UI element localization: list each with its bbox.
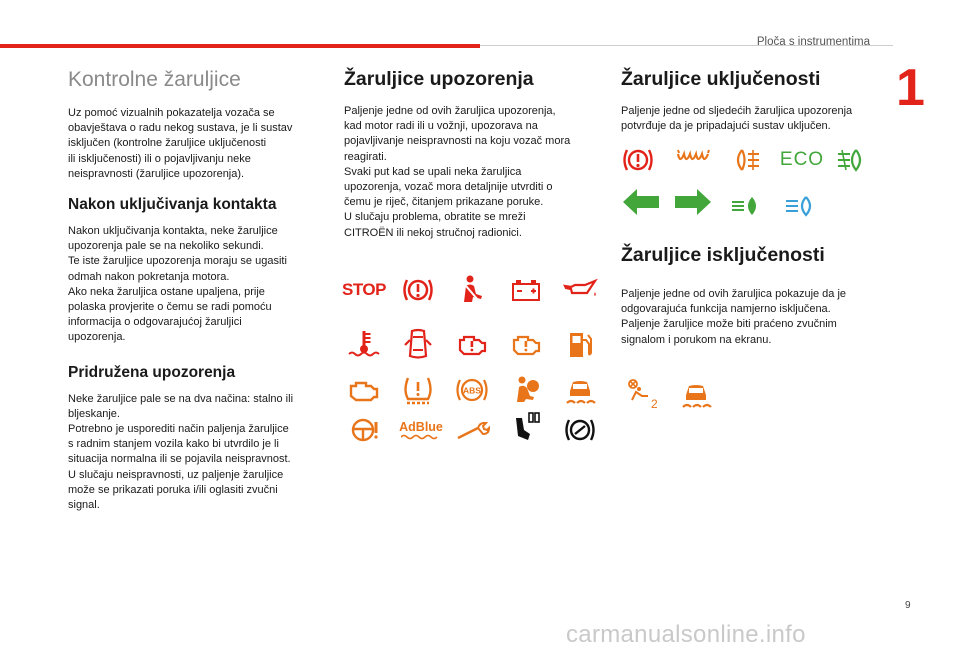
coolant-temperature-icon (344, 326, 384, 362)
indicator-off-text: Paljenje jedne od ovih žaruljica pokazuje da je odgovarajuća funkcija namjerno isključena. Paljenje žaruljice može biti praćeno zvučnim signalom i porukom na ekranu. (621, 288, 847, 346)
page-title: Kontrolne žaruljice (68, 68, 241, 91)
left-turn-signal-icon (618, 184, 664, 220)
intro-text: Uz pomoć vizualnih pokazatelja vozača se obavještava o radu nekog sustava, je li sustav isključen (kontrolne žaruljice uključenosti ili isključenosti) ili o pojavljivanju neke neispravnosti (žaruljice upozorenja). (68, 107, 293, 180)
column-indicator-off (621, 236, 879, 348)
stop-icon (344, 272, 384, 308)
warning-lamps-title: Žaruljice upozorenja (344, 68, 534, 90)
section-title: Ploča s instrumentima (756, 36, 870, 48)
heading-after-contact: Nakon uključivanja kontakta (68, 196, 277, 214)
parking-brake-icon (560, 412, 600, 448)
chapter-number: 1 (896, 59, 925, 117)
stop-label: STOP (342, 280, 386, 299)
eco-label: ECO (779, 149, 825, 170)
column-intro (68, 60, 326, 513)
contact-text: Nakon uključivanja kontakta, neke žaruljice upozorenja pale se na nekoliko sekundi. Te iste žaruljice upozorenja moraju se ugasiti odmah nakon pokretanja motora. Ako neka žaruljica ostane upaljena, prije polaska provjerite o čemu se radi pomoću informacija o odgovarajućoj žaruljici upozorenja. (68, 225, 287, 344)
indicator-off-icons (618, 374, 738, 418)
engine-icon (344, 372, 384, 408)
dipped-beam-icon (726, 188, 766, 224)
front-fog-lamp-icon (832, 142, 872, 178)
watermark: carmanualsonline.info (566, 621, 806, 648)
glow-plug-icon (672, 142, 712, 178)
airbag-off-digit: 2 (651, 397, 658, 410)
main-beam-icon (780, 188, 820, 224)
fuel-level-icon (560, 326, 600, 362)
adblue-label: AdBlue (399, 420, 443, 434)
eco-mode-icon (778, 142, 826, 178)
column-indicator-lamps (621, 60, 879, 134)
power-steering-icon (344, 412, 384, 448)
heading-associated-warnings: Pridružena upozorenja (68, 363, 236, 381)
indicator-on-text: Paljenje jedne od sljedećih žaruljica upozorenja potvrđuje da je pripadajući sustav uključen. (621, 105, 853, 133)
indicator-on-title: Žaruljice uključenosti (621, 68, 821, 90)
oil-pressure-icon (560, 272, 600, 308)
abs-label: ABS (463, 385, 481, 396)
column-warning-lamps (344, 60, 602, 241)
door-open-icon (398, 326, 438, 362)
engine-fault-red-icon (452, 326, 492, 362)
tyre-pressure-icon (398, 372, 438, 408)
stability-control-icon (560, 372, 600, 408)
brake-indicator-icon (618, 142, 658, 178)
abs-icon (452, 372, 492, 408)
page-number: 9 (905, 600, 911, 611)
brake-warning-icon (398, 272, 438, 308)
warning-icons-grid (340, 268, 610, 458)
indicator-on-icons (618, 140, 878, 230)
battery-icon (506, 272, 546, 308)
rear-fog-lamp-icon (726, 142, 766, 178)
associated-text: Neke žaruljice pale se na dva načina: stalno ili bljeskanje. Potrebno je usporediti način paljenja žaruljice s radnim stanjem vozila kako bi utvrdilo je li situacija normalna ili se pojavila neispravnost. U slučaju neispravnosti, uz paljenje žaruljice može se prikazati poruka i/ili oglasiti zvučni signal. (68, 392, 294, 512)
indicator-off-title: Žaruljice isključenosti (621, 244, 825, 266)
right-turn-signal-icon (670, 184, 716, 220)
foot-on-brake-icon (506, 408, 546, 444)
airbag-icon (506, 372, 546, 408)
service-wrench-icon (452, 412, 492, 448)
engine-fault-orange-icon (506, 326, 546, 362)
warning-lamps-text: Paljenje jedne od ovih žaruljica upozorenja, kad motor radi ili u vožnji, upozorava na pojavljivanje neispravnosti na koju vozač mora reagirati. Svaki put kad se upali neka žaruljica upozorenja, vozač mora detaljnije utvrditi o čemu je riječ, čitanjem prikazane poruke. U slučaju problema, obratite se mreži CITROËN ili nekoj stručnoj radionici. (344, 105, 571, 239)
passenger-airbag-off-icon (622, 376, 662, 412)
seatbelt-icon (452, 272, 492, 308)
header-red-bar (0, 44, 480, 48)
adblue-icon (398, 412, 444, 448)
stability-control-off-icon (676, 376, 716, 412)
